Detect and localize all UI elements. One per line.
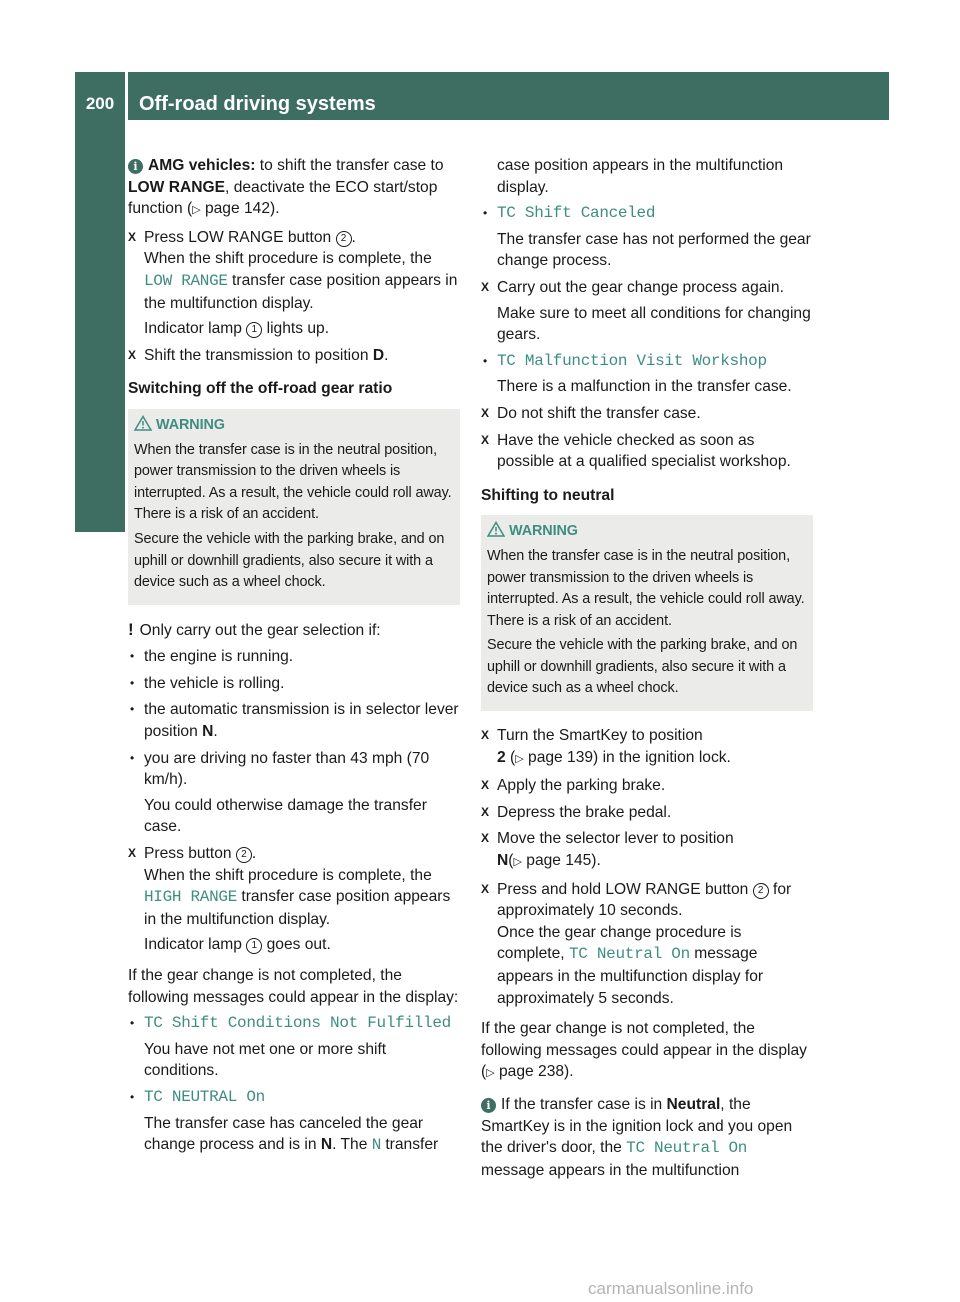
step-icon: X [481,831,490,846]
bullet-icon: • [483,353,488,368]
info-icon: i [481,1098,496,1113]
circled-2-icon: 2 [236,847,252,863]
display-message: HIGH RANGE [144,888,238,907]
section-heading: Switching off the off-road gear ratio [128,380,393,398]
body-paragraph: If the gear change is not completed, the following messages could appear in the display (▷ page 238). [481,1020,807,1081]
warning-box: WARNING When the transfer case is in the neutral position, power transmission to the driven wheels is interrupted. As a result, the vehicle could roll away. There is a risk of an accident. Secure the vehicle with the parking brake, and on uphill or downhill gradients, also secure it with a device such as a wheel chock. [481,515,813,711]
step-apply-parking-brake: X Apply the parking brake. [481,775,813,797]
section-label: Driving and parking [88,126,111,324]
display-message: LOW RANGE [144,271,228,290]
step-turn-smartkey: X Turn the SmartKey to position 2 (▷ page 139) in the ignition lock. [481,727,731,766]
message-item: • TC Shift Conditions Not Fulfilled You have not met one or more shift conditions. [128,1013,460,1082]
list-item: • the vehicle is rolling. [128,673,460,695]
step-press-low-range: X Press LOW RANGE button 2 . When the shift procedure is complete, the LOW RANGE transfer case position appears in the multifunction display. Indicator lamp 1 lights up. [128,228,458,338]
bullet-icon: • [483,206,488,221]
circled-1-icon: 1 [246,938,262,954]
exclamation-icon: ! [128,619,134,639]
continued-text: case position appears in the multifunction display. [497,157,784,196]
step-icon: X [128,846,137,861]
step-have-checked: X Have the vehicle checked as soon as possible at a qualified specialist workshop. [481,431,791,471]
header-divider [125,72,128,120]
display-message: TC Neutral On [568,945,690,964]
step-icon: X [128,229,137,244]
info-note-amg: i AMG vehicles: to shift the transfer case to LOW RANGE, deactivate the ECO start/stop function (▷ page 142). [128,157,444,218]
right-column [481,155,813,1185]
warning-triangle-icon [134,415,152,431]
message-item: • TC Shift Canceled The transfer case has not performed the gear change process. [481,203,813,272]
step-icon: X [481,432,490,447]
page-title: Off-road driving systems [139,93,376,115]
bullet-icon: • [130,649,135,664]
circled-1-icon: 1 [246,322,262,338]
display-message: N [371,1136,382,1155]
list-item: • the engine is running. [128,646,460,668]
step-hold-low-range: X Press and hold LOW RANGE button 2 for approximately 10 seconds. Once the gear change procedure is complete, TC Neutral On message appears in the multifunction display for approximately 5 seconds. [481,880,792,1007]
list-item: • the automatic transmission is in selector lever position N. [130,701,459,741]
info-note-neutral: i If the transfer case is in Neutral, the SmartKey is in the ignition lock and you open the driver's door, the TC Neutral On message appears in the multifunction [481,1095,793,1179]
bullet-icon: • [130,1016,135,1031]
body-paragraph: If the gear change is not completed, the following messages could appear in the display: [128,967,459,1006]
section-heading: Shifting to neutral [481,486,615,504]
message-item: • TC NEUTRAL On The transfer case has canceled the gear change process and is in N. The N transfer [128,1087,460,1157]
list-item: • you are driving no faster than 43 mph (70 km/h). [130,749,430,789]
triangle-ref-icon: ▷ [486,1067,495,1080]
step-depress-brake: X Depress the brake pedal. [481,802,813,824]
note-heading: ! Only carry out the gear selection if: [128,619,381,639]
watermark: carmanualsonline.info [588,1279,754,1298]
step-icon: X [128,347,137,362]
step-move-selector: X Move the selector lever to position N(▷ page 145). [481,830,734,870]
step-icon: X [481,778,490,793]
warning-box: WARNING When the transfer case is in the neutral position, power transmission to the driven wheels is interrupted. As a result, the vehicle could roll away. There is a risk of an accident. Secure the vehicle with the parking brake, and on uphill or downhill gradients, also secure it with a device such as a wheel chock. [128,409,460,605]
step-press-button-2: X Press button 2 . When the shift procedure is complete, the HIGH RANGE transfer case position appears in the multifunction display. Indicator lamp 1 goes out. [128,845,451,954]
note-text: You could otherwise damage the transfer case. [144,796,427,836]
triangle-ref-icon: ▷ [192,204,201,217]
display-message: TC Shift Canceled [497,204,656,223]
display-message: TC Shift Conditions Not Fulfilled [144,1014,451,1033]
left-column [128,155,460,1161]
step-shift-to-d: X Shift the transmission to position D. [128,345,460,367]
circled-2-icon: 2 [336,231,352,247]
step-icon: X [481,728,490,743]
warning-triangle-icon [487,521,505,537]
circled-2-icon: 2 [753,883,769,899]
bullet-icon: • [130,675,135,690]
message-item: • TC Malfunction Visit Workshop There is a malfunction in the transfer case. [481,351,813,398]
step-icon: X [481,804,490,819]
bullet-icon: • [130,1089,135,1104]
step-icon: X [481,881,490,896]
bullet-icon: • [130,702,135,717]
step-icon: X [481,405,490,420]
info-icon: i [128,159,143,174]
triangle-ref-icon: ▷ [515,752,524,765]
step-icon: X [481,279,490,294]
triangle-ref-icon: ▷ [513,856,522,869]
display-message: TC NEUTRAL On [144,1087,265,1106]
display-message: TC Malfunction Visit Workshop [497,351,767,370]
bullet-icon: • [130,750,135,765]
display-message: TC Neutral On [626,1139,748,1158]
page-number: 200 [85,94,115,113]
step-do-not-shift: X Do not shift the transfer case. [481,403,813,425]
step-retry-gear-change: X Carry out the gear change process again. Make sure to meet all conditions for changing gears. [481,278,811,344]
